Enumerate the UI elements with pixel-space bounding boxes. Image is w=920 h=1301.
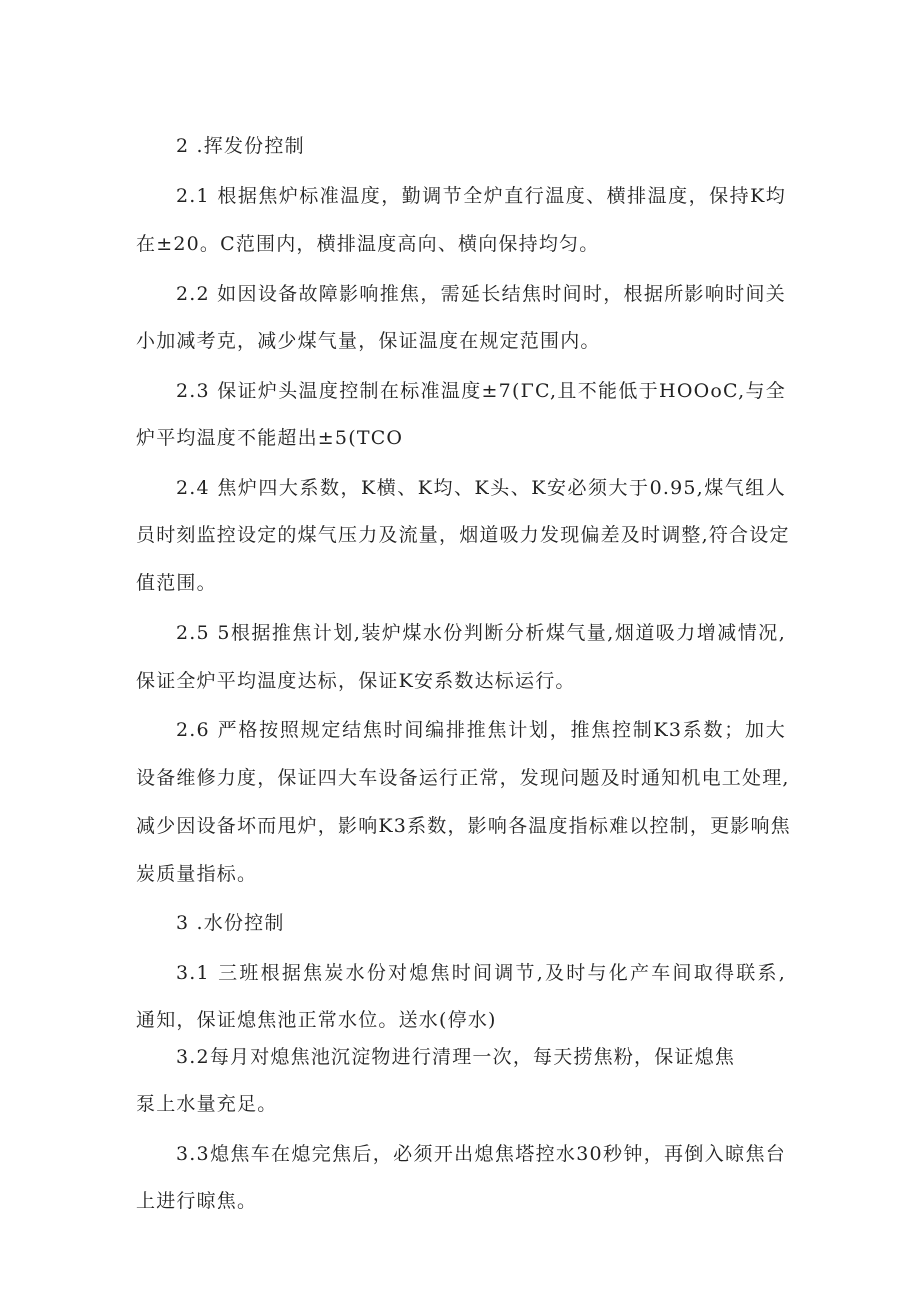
paragraph-2-2-line-2: 小加减考克，减少煤气量，保证温度在规定范围内。 [136, 330, 601, 352]
paragraph-3-2-line-2: 泵上水量充足。 [136, 1093, 278, 1115]
heading-moisture-control: 3 .水份控制 [176, 912, 285, 934]
paragraph-3-3-line-2: 上进行晾焦。 [136, 1190, 258, 1212]
paragraph-2-1-line-1: 2.1 根据焦炉标准温度，勤调节全炉直行温度、横排温度，保持K均 [176, 185, 786, 207]
paragraph-2-6-line-1: 2.6 严格按照规定结焦时间编排推焦计划，推焦控制K3系数；加大 [176, 719, 786, 741]
paragraph-2-4-line-2: 员时刻监控设定的煤气压力及流量，烟道吸力发现偏差及时调整,符合设定 [136, 524, 790, 546]
paragraph-2-5-line-1: 2.5 5根据推焦计划,装炉煤水份判断分析煤气量,烟道吸力增减情况, [176, 622, 786, 644]
paragraph-2-4-line-3: 值范围。 [136, 572, 217, 594]
heading-volatile-control: 2 .挥发份控制 [176, 135, 305, 157]
paragraph-2-5-line-2: 保证全炉平均温度达标，保证K安系数达标运行。 [136, 670, 576, 692]
paragraph-2-3-line-2: 炉平均温度不能超出±5(TCO [136, 427, 404, 449]
paragraph-2-6-line-4: 炭质量指标。 [136, 863, 258, 885]
paragraph-2-1-line-2: 在±20。C范围内，横排温度高向、横向保持均匀。 [136, 233, 600, 255]
paragraph-3-1-line-1: 3.1 三班根据焦炭水份对熄焦时间调节,及时与化产车间取得联系, [176, 962, 786, 984]
paragraph-3-3-line-1: 3.3熄焦车在熄完焦后，必须开出熄焦塔控水30秒钟，再倒入晾焦台 [176, 1143, 786, 1165]
paragraph-3-1-line-2: 通知，保证熄焦池正常水位。送水(停水) [136, 1009, 497, 1031]
paragraph-2-3-line-1: 2.3 保证炉头温度控制在标准温度±7(ΓC,且不能低于HOOoC,与全 [176, 380, 786, 402]
paragraph-2-6-line-3: 减少因设备坏而甩炉，影响K3系数，影响各温度指标难以控制，更影响焦 [136, 815, 791, 837]
paragraph-2-6-line-2: 设备维修力度，保证四大车设备运行正常，发现问题及时通知机电工处理, [136, 767, 790, 789]
paragraph-3-2-line-1: 3.2每月对熄焦池沉淀物进行清理一次，每天捞焦粉，保证熄焦 [176, 1046, 736, 1068]
paragraph-2-4-line-1: 2.4 焦炉四大系数，K横、K均、K头、K安必须大于0.95,煤气组人 [176, 477, 786, 499]
paragraph-2-2-line-1: 2.2 如因设备故障影响推焦，需延长结焦时间时，根据所影响时间关 [176, 283, 786, 305]
